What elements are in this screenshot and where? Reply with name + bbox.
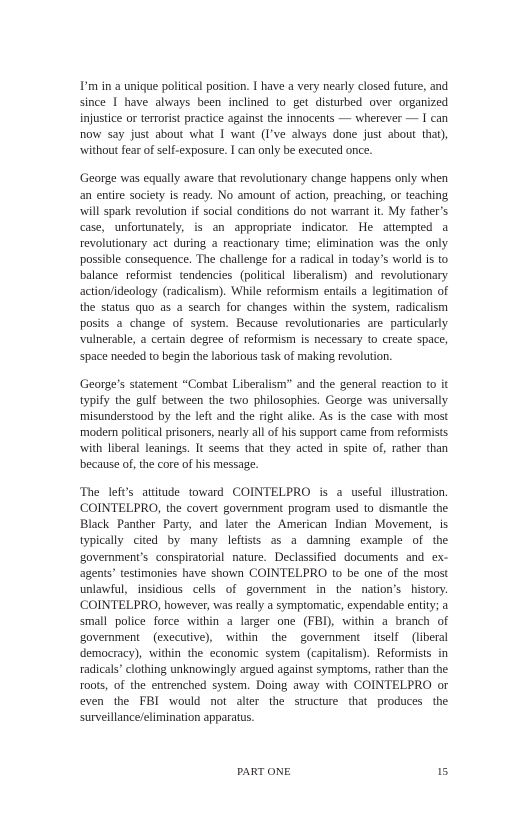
paragraph-2: George was equally aware that revolutionary change happens only when an entire society is ready. No amount of action, preaching, or teaching will spark revolution if social conditions do not warrant it. My father’s case, unfortunately, is an appropriate indicator. He attempted a revolutionary act during a reactionary time; elimination was the only possible consequence. The challenge for a radical in today’s world is to balance reformist tendencies (political liberalism) and revolutionary action/ideology (radicalism). While reformism entails a legitimation of the status quo as a search for changes within the system, radicalism posits a change of system. Because revolutionaries are particularly vulnerable, a certain degree of reformism is necessary to create space, space needed to begin the laborious task of making revolution.	[80, 171, 448, 363]
page-number: 15	[437, 766, 448, 778]
paragraph-1: I’m in a unique political position. I have a very nearly closed future, and since I have always been inclined to get disturbed over organized injustice or terrorist practice against the innocents — wherever — I can now say just about what I want (I’ve always done just about that), without fear of self-exposure. I can only be executed once.	[80, 79, 448, 158]
page-footer	[80, 766, 448, 782]
paragraph-3: George’s statement “Combat Liberalism” and the general reaction to it typify the gulf between the two philosophies. George was universally misunderstood by the left and the right alike. As is the case with most modern political prisoners, nearly all of his support came from reformists with liberal leanings. It seems that they acted in spite of, rather than because of, the core of his message.	[80, 376, 448, 472]
page-body	[80, 78, 448, 738]
paragraph-4: The left’s attitude toward COINTELPRO is a useful illustration. COINTELPRO, the covert government program used to dismantle the Black Panther Party, and later the American Indian Movement, is typically cited by many leftists as a damning example of the government’s conspiratorial nature. Declassified documents and ex-agents’ testimonies have shown COINTELPRO to be one of the most unlawful, insidious cells of government in the nation’s history. COINTELPRO, however, was really a symptomatic, expendable entity; a small police force within a larger one (FBI), within a branch of government (executive), within the government itself (liberal democracy), within the economic system (capitalism). Reformists in radicals’ clothing unknowingly argued against symptoms, rather than the roots, of the entrenched system. Doing away with COINTELPRO or even the FBI would not alter the structure that produces the surveillance/elimination apparatus.	[80, 485, 448, 725]
running-head: PART ONE	[236, 766, 291, 778]
